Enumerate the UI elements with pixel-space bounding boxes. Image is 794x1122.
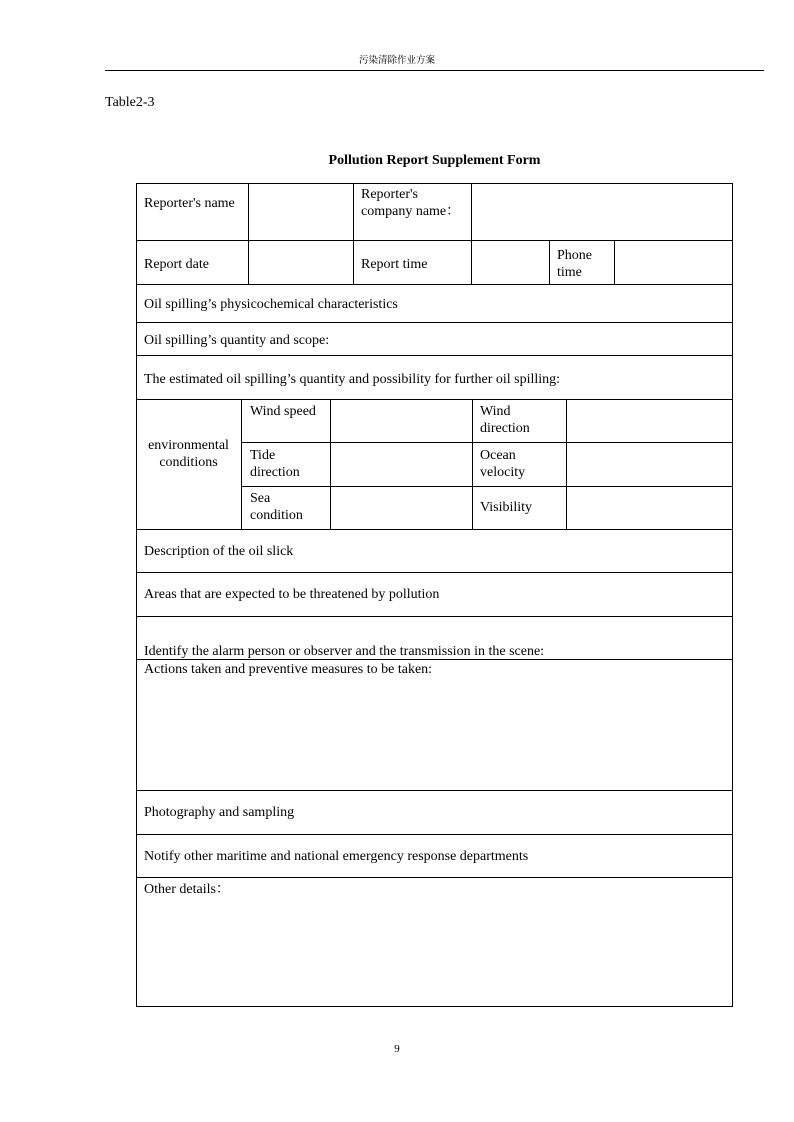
actions-label: Actions taken and preventive measures to be taken:: [144, 662, 433, 677]
wind-direction-label: Wind direction: [480, 404, 530, 436]
col-divider: [471, 183, 472, 284]
wind-speed-label: Wind speed: [250, 404, 316, 419]
row-divider: [136, 529, 733, 530]
ocean-velocity-label: Ocean velocity: [480, 448, 526, 480]
quantity-scope-label: Oil spilling’s quantity and scope:: [144, 333, 330, 348]
reporter-name-label: Reporter's name: [144, 196, 235, 211]
row-divider: [241, 442, 733, 443]
row-divider: [136, 877, 733, 878]
col-divider: [248, 183, 249, 284]
col-divider: [472, 399, 473, 529]
other-details-label: Other details：: [144, 882, 230, 897]
row-divider: [136, 284, 733, 285]
threatened-areas-label: Areas that are expected to be threatened by pollution: [144, 587, 440, 602]
col-divider: [614, 240, 615, 284]
row-divider: [136, 399, 733, 400]
reporter-company-label: Reporter's company name：: [361, 187, 461, 219]
running-header: 污染清除作业方案: [358, 55, 435, 66]
row-divider: [136, 355, 733, 356]
environmental-conditions-label: environmental conditions: [148, 438, 229, 470]
notify-label: Notify other maritime and national emergency response departments: [144, 849, 529, 864]
header-rule: [105, 70, 764, 71]
row-divider: [136, 834, 733, 835]
physicochemical-label: Oil spilling’s physicochemical characteristics: [144, 297, 398, 312]
row-divider: [136, 572, 733, 573]
oil-slick-label: Description of the oil slick: [144, 544, 294, 559]
report-time-label: Report time: [361, 257, 428, 272]
alarm-person-label: Identify the alarm person or observer and the transmission in the scene:: [144, 644, 545, 659]
page-number: 9: [394, 1043, 400, 1055]
col-divider: [566, 399, 567, 529]
col-divider: [330, 399, 331, 529]
visibility-label: Visibility: [480, 500, 533, 515]
col-divider: [549, 240, 550, 284]
tide-direction-label: Tide direction: [250, 448, 300, 480]
form-title: Pollution Report Supplement Form: [328, 153, 541, 168]
row-divider: [136, 240, 733, 241]
row-divider: [136, 616, 733, 617]
row-divider: [136, 790, 733, 791]
photography-label: Photography and sampling: [144, 805, 295, 820]
col-divider: [241, 399, 242, 529]
phone-time-label: Phone time: [557, 248, 592, 280]
row-divider: [136, 322, 733, 323]
estimated-quantity-label: The estimated oil spilling’s quantity and possibility for further oil spilling:: [144, 372, 561, 387]
sea-condition-label: Sea condition: [250, 491, 303, 523]
table-caption: Table2-3: [105, 95, 155, 110]
col-divider: [353, 183, 354, 284]
report-date-label: Report date: [144, 257, 209, 272]
row-divider: [241, 486, 733, 487]
